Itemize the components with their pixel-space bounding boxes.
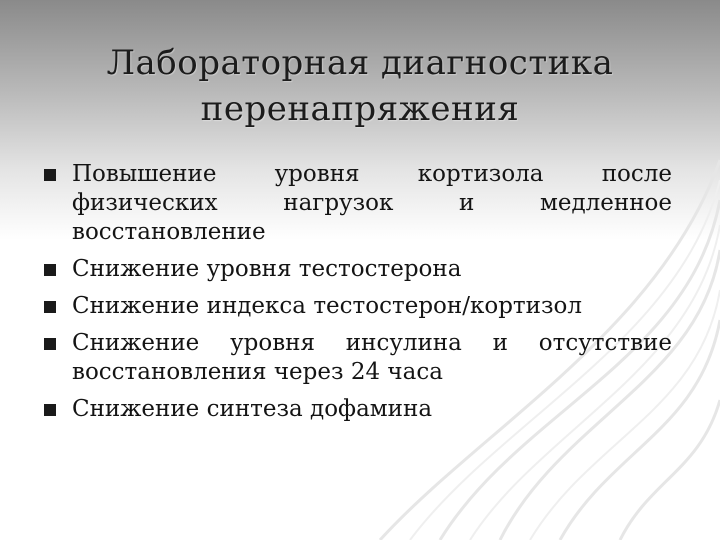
bullet-text: Снижение синтеза дофамина — [72, 396, 433, 422]
bullet-text: Снижение индекса тестостерон/кортизол — [72, 293, 582, 319]
bullet-list — [40, 160, 672, 432]
square-bullet-icon — [44, 169, 56, 181]
bullet-text: Снижение уровня инсулина и отсутствие восстановления через 24 часа — [72, 330, 672, 385]
title-line-1: Лабораторная диагностика — [106, 43, 614, 83]
bullet-item-insulin — [40, 329, 672, 387]
bullet-item-ratio — [40, 292, 672, 321]
title-line-2: перенапряжения — [200, 89, 520, 129]
bullet-item-cortisol — [40, 160, 672, 247]
bullet-text: Снижение уровня тестостерона — [72, 256, 462, 282]
slide-title — [40, 40, 680, 132]
bullet-item-dopamine — [40, 395, 672, 424]
square-bullet-icon — [44, 264, 56, 276]
square-bullet-icon — [44, 404, 56, 416]
square-bullet-icon — [44, 338, 56, 350]
square-bullet-icon — [44, 301, 56, 313]
bullet-item-testosterone — [40, 255, 672, 284]
bullet-text: Повышение уровня кортизола после физических нагрузок и медленное восстановление — [72, 161, 672, 245]
